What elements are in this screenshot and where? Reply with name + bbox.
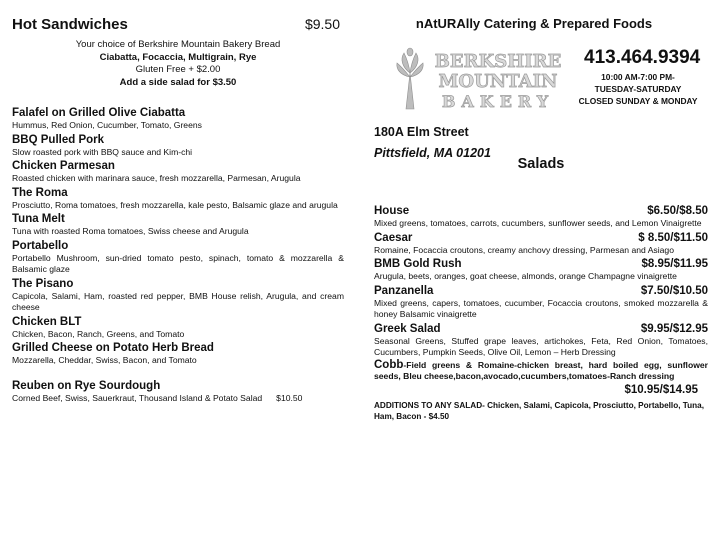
city-address: Pittsfield, MA 01201 [374,146,491,160]
reuben-item [12,379,344,405]
logo-line-1: BERKSHIRE [434,51,562,72]
item-name: Falafel on Grilled Olive Ciabatta [12,107,186,119]
intro-line: Your choice of Berkshire Mountain Bakery Bread [75,39,281,50]
item-name: Reuben on Rye Sourdough [12,379,161,392]
hours-line: TUESDAY-SATURDAY [594,84,682,94]
menu-item [12,186,344,212]
salads-title: Salads [517,156,565,172]
item-desc: Chicken, Bacon, Ranch, Greens, and Tomato [12,328,185,339]
salad-desc: Mixed greens, capers, tomatoes, cucumber, Focaccia croutons, smoked mozzarella & honey Balsamic vinaigrette [374,297,708,319]
salad-name: Greek Salad [374,322,441,335]
item-desc: Capicola, Salami, Ham, roasted red pepper, BMB House relish, Arugula, and cream cheese [12,290,344,312]
hot-sandwiches-section [12,16,344,404]
salad-price: $7.50/$10.50 [640,284,708,297]
sandwich-list [12,106,344,367]
item-desc: Tuna with roasted Roma tomatoes, Swiss cheese and Arugula [12,226,249,236]
logo-line-2: MOUNTAIN [438,71,558,92]
item-name: Grilled Cheese on Potato Herb Bread [12,342,214,354]
logo-line-3: BAKERY [441,92,555,111]
cobb-item [374,360,708,383]
salad-item [374,322,708,359]
bakery-logo [388,47,574,113]
salad-list [374,204,708,423]
salad-name: House [374,205,410,217]
salad-item [374,257,708,283]
salad-item [374,204,708,230]
salad-price: $6.50/$8.50 [647,205,708,217]
cobb-price: $10.95/$14.95 [624,383,698,396]
reuben-price: $10.50 [276,392,303,403]
item-desc: Prosciutto, Roma tomatoes, fresh mozzarella, kale pesto, Balsamic glaze and arugula [12,199,338,210]
bread-options [12,39,344,89]
brand-row [374,41,708,119]
menu-item [12,212,344,238]
item-name: Tuna Melt [12,213,65,225]
gluten-free-note: Gluten Free + $2.00 [135,64,221,75]
salad-desc: Mixed greens, tomatoes, carrots, cucumbers, sunflower seeds, and Lemon Vinaigrette [374,218,702,228]
catering-section [374,16,708,423]
salad-name: Caesar [374,231,413,244]
menu-item [12,277,344,314]
item-name: Chicken BLT [12,315,82,328]
item-name: The Pisano [12,277,74,290]
section-price: $9.50 [304,16,340,32]
salad-name: Panzanella [374,284,434,297]
item-desc: Mozzarella, Cheddar, Swiss, Bacon, and Tomato [12,355,197,365]
menu-item [12,239,344,276]
hot-sandwiches-header [12,16,344,33]
phone-number: 413.464.9394 [584,47,701,68]
menu-item [12,159,344,185]
reuben-desc-text: Corned Beef, Swiss, Sauerkraut, Thousand Island & Potato Salad [12,392,263,403]
salad-desc: Romaine, Focaccia croutons, creamy anchovy dressing, Parmesan and Asiago [374,244,674,255]
menu-item [12,133,344,159]
hours-line: 10:00 AM-7:00 PM- [601,72,675,82]
salad-price: $9.95/$12.95 [640,322,708,335]
item-desc: Roasted chicken with marinara sauce, fresh mozzarella, Parmesan, Arugula [12,173,301,183]
salad-price: $8.95/$11.95 [641,258,708,270]
item-desc: Hummus, Red Onion, Cucumber, Tomato, Greens [12,120,202,130]
salad-name: BMB Gold Rush [374,258,462,270]
street-address: 180A Elm Street [374,125,469,139]
cobb-desc: -Field greens & Romaine-chicken breast, hard boiled egg, sunflower seeds, Bleu cheese,bacon,avocado,cucumbers,tomatoes-Ranch dressing [374,359,708,381]
item-name: Chicken Parmesan [12,160,115,172]
salad-item [374,231,708,257]
bread-list: Ciabatta, Focaccia, Multigrain, Rye [99,51,257,63]
salad-additions: ADDITIONS TO ANY SALAD- Chicken, Salami, Capicola, Prosciutto, Portabello, Tuna, Ham, Bacon - $4.50 [374,400,704,421]
item-name: Portabello [12,239,69,252]
menu-item [12,341,344,367]
salad-desc: Seasonal Greens, Stuffed grape leaves, artichokes, Feta, Red Onion, Tomatoes, Cucumbers, Pumpkin Seeds, Olive Oil, Lemon – Herb Dressing [374,335,708,357]
side-salad-note: Add a side salad for $3.50 [119,76,237,88]
item-name: The Roma [12,186,68,199]
item-desc [12,393,344,405]
menu-item [12,315,344,341]
menu-item [12,106,344,132]
salad-price: $ 8.50/$11.50 [638,231,708,244]
catering-title: nAtURAlly Catering & Prepared Foods [415,16,653,31]
section-title: Hot Sandwiches [12,16,128,33]
cobb-name: Cobb [374,358,404,371]
item-desc: Portabello Mushroom, sun-dried tomato pesto, spinach, tomato & mozzarella & Balsamic glaze [12,252,344,274]
salad-item [374,284,708,321]
item-desc: Slow roasted pork with BBQ sauce and Kim-chi [12,146,193,157]
hours-info [568,71,708,107]
item-name: BBQ Pulled Pork [12,133,105,146]
salad-desc: Arugula, beets, oranges, goat cheese, almonds, orange Champagne vinaigrette [374,271,677,281]
hours-line: CLOSED SUNDAY & MONDAY [578,96,698,106]
